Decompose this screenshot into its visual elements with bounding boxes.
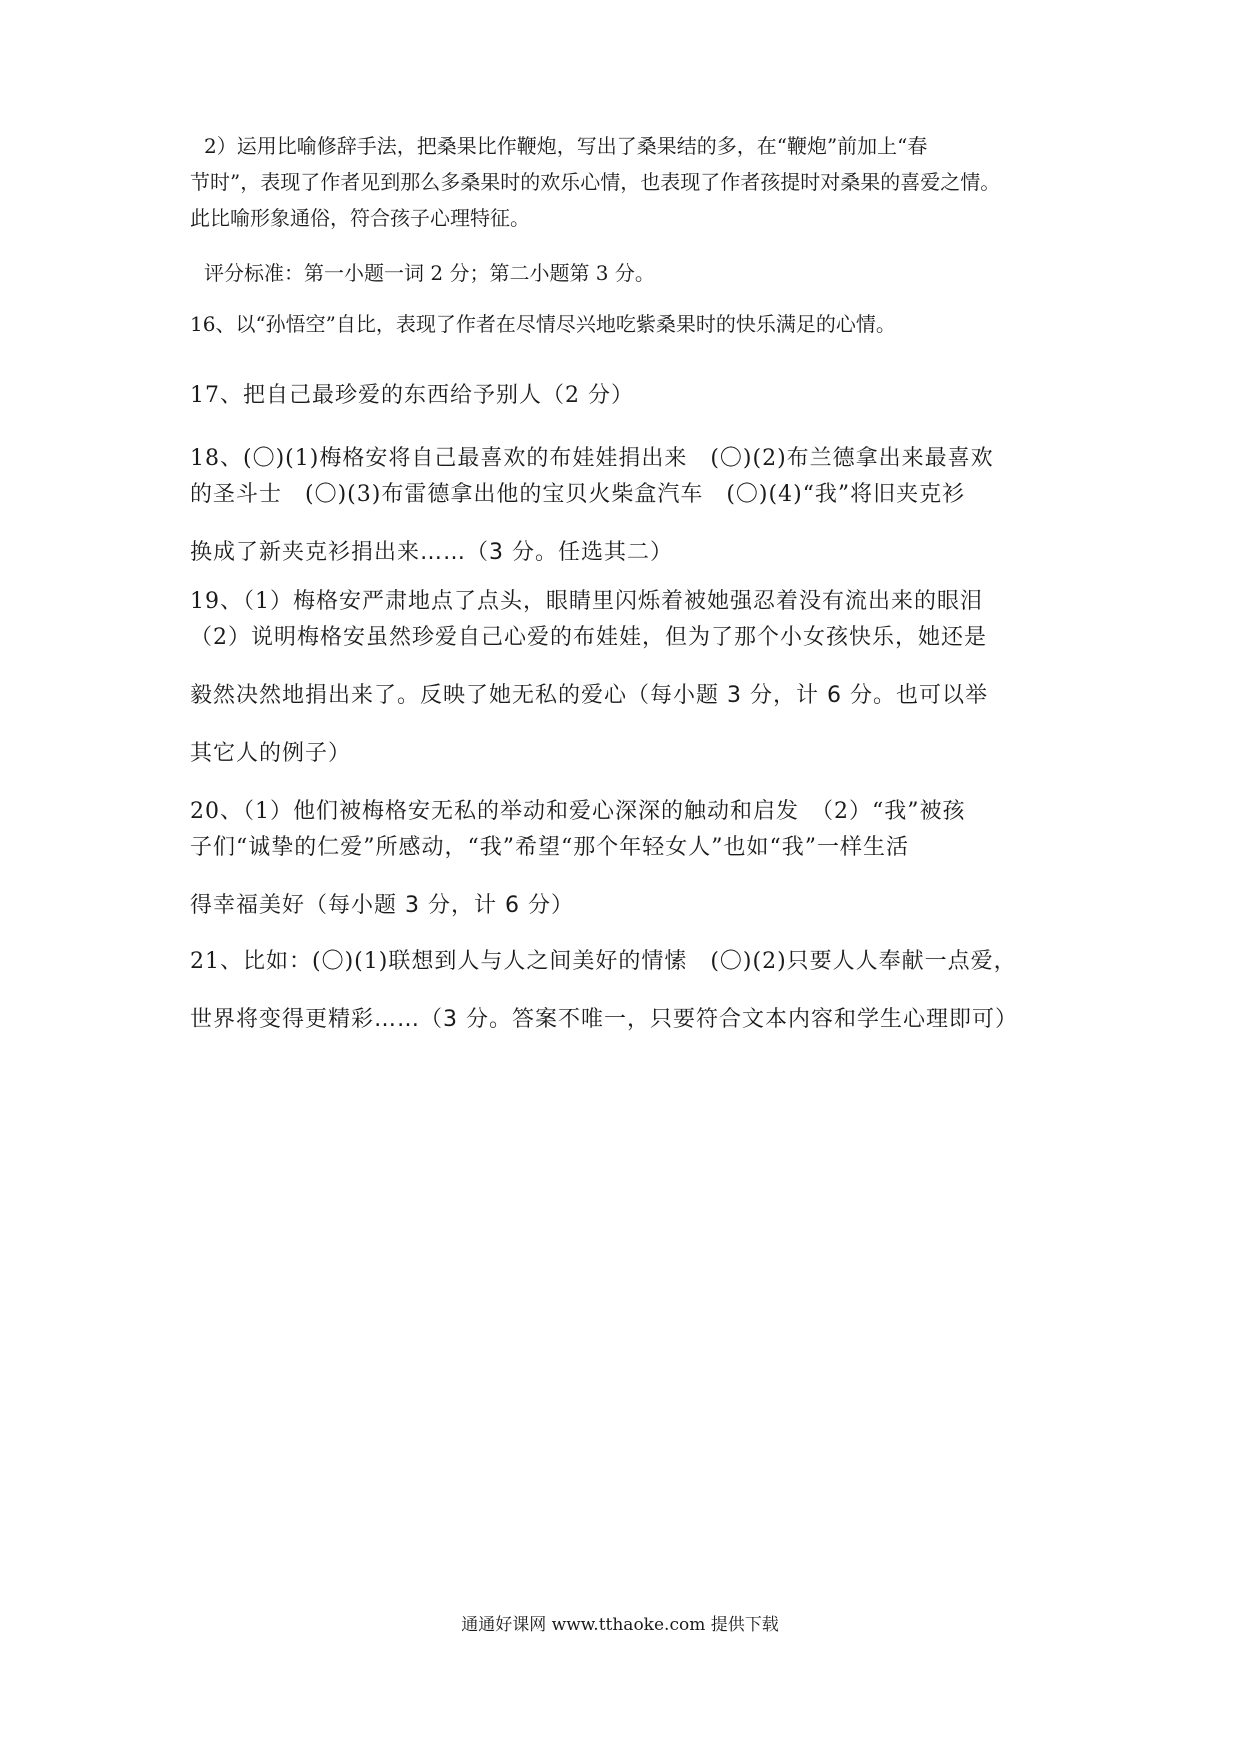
q18-answer <box>190 441 1060 571</box>
q18-line3: 换成了新夹克衫捐出来……（3 分。任选其二） <box>190 540 673 565</box>
q15-part2-answer <box>190 128 1060 236</box>
q20-line2: 子们“诚挚的仁爱”所感动，“我”希望“那个年轻女人”也如“我”一样生活 <box>190 835 909 860</box>
q19-answer <box>190 584 1060 772</box>
q17-answer <box>190 376 1060 416</box>
q19-line1: 19、（1）梅格安严肃地点了点头，眼睛里闪烁着被她强忍着没有流出来的眼泪 <box>190 589 983 614</box>
page-footer <box>0 1610 1240 1635</box>
q20-line3: 得幸福美好（每小题 3 分，计 6 分） <box>190 893 574 918</box>
q16-text: 16、以“孙悟空”自比，表现了作者在尽情尽兴地吃紫桑果时的快乐满足的心情。 <box>190 312 896 336</box>
q21-line1: 21、比如：(〇)(1)联想到人与人之间美好的情愫 (〇)(2)只要人人奉献一点爱， <box>190 949 1017 974</box>
q18-line2: 的圣斗士 (〇)(3)布雷德拿出他的宝贝火柴盒汽车 (〇)(4)“我”将旧夹克衫 <box>190 482 966 507</box>
q20-line1: 20、（1）他们被梅格安无私的举动和爱心深深的触动和启发 （2）“我”被孩 <box>190 799 966 824</box>
q20-answer <box>190 794 1060 924</box>
q19-line4: 其它人的例子） <box>190 741 352 766</box>
q15-part2-line2: 节时”，表现了作者见到那么多桑果时的欢乐心情，也表现了作者孩提时对桑果的喜爱之情。 <box>190 170 1001 194</box>
q15-scoring-text: 评分标准：第一小题一词 2 分；第二小题第 3 分。 <box>204 261 655 285</box>
q15-scoring <box>190 255 1060 291</box>
q17-text: 17、把自己最珍爱的东西给予别人（2 分） <box>190 383 634 408</box>
q19-line2: （2）说明梅格安虽然珍爱自己心爱的布娃娃，但为了那个小女孩快乐，她还是 <box>190 625 987 650</box>
footer-text: 通通好课网 www.tthaoke.com 提供下载 <box>461 1615 779 1635</box>
q21-answer <box>190 944 1060 1038</box>
q16-answer <box>190 306 1060 342</box>
q19-line3: 毅然决然地捐出来了。反映了她无私的爱心（每小题 3 分，计 6 分。也可以举 <box>190 683 988 708</box>
q15-part2-line3: 此比喻形象通俗，符合孩子心理特征。 <box>190 206 530 230</box>
q21-line2: 世界将变得更精彩……（3 分。答案不唯一，只要符合文本内容和学生心理即可） <box>190 1007 1018 1032</box>
q18-line1: 18、(〇)(1)梅格安将自己最喜欢的布娃娃捐出来 (〇)(2)布兰德拿出来最喜欢 <box>190 446 994 471</box>
q15-part2-line1: 2）运用比喻修辞手法，把桑果比作鞭炮，写出了桑果结的多，在“鞭炮”前加上“春 <box>204 134 928 158</box>
